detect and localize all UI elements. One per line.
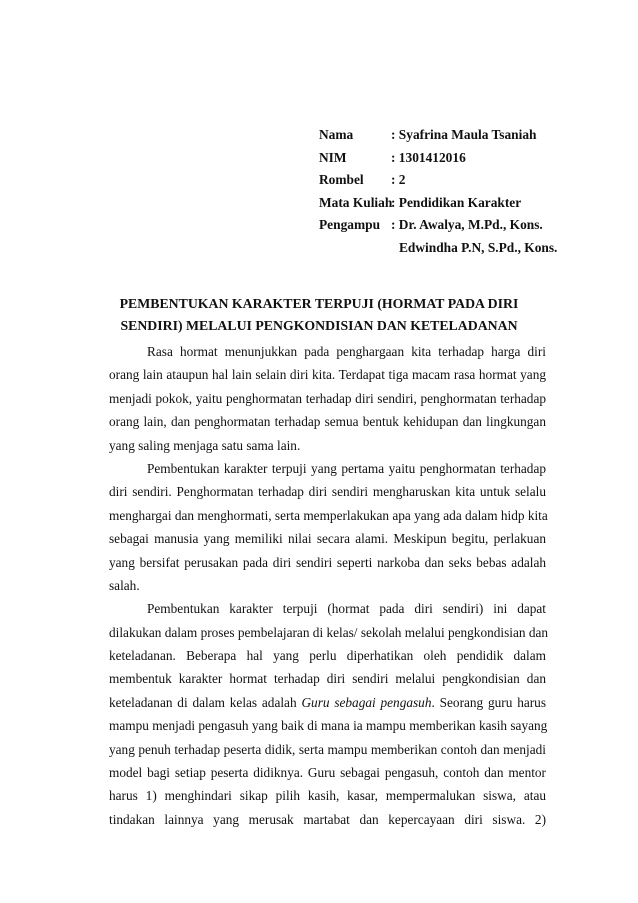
emphasis-text: Guru sebagai pengasuh (301, 694, 432, 710)
identity-label: Pengampu (319, 217, 381, 233)
body-line: menghargai dan menghormati, serta memperlakukan apa yang ada dalam hidp kita (109, 507, 548, 523)
identity-block (319, 124, 619, 259)
identity-value: : Dr. Awalya, M.Pd., Kons. (391, 217, 543, 233)
body-line-with-emphasis (109, 691, 546, 714)
identity-row-pengampu (319, 214, 619, 237)
identity-row-mata-kuliah (319, 192, 619, 215)
body-line: Pembentukan karakter terpuji (hormat pada diri sendiri) ini dapat (147, 601, 546, 617)
identity-value: Edwindha P.N, S.Pd., Kons. (399, 239, 558, 255)
body-text-span: keteladanan di dalam kelas adalah (109, 694, 297, 710)
body-line: yang penuh terhadap peserta didik, serta mampu memberikan contoh dan menjadi (109, 741, 546, 757)
body-line: harus 1) menghindari sikap pilih kasih, kasar, mempermalukan siswa, atau (109, 788, 546, 804)
identity-label: Nama (319, 127, 354, 143)
body-line: orang lain ataupun hal lain selain diri kita. Terdapat tiga macam rasa hormat yang (109, 367, 546, 383)
body-line: model bagi setiap peserta didiknya. Guru sebagai pengasuh, contoh dan mentor (109, 765, 546, 781)
body-line: membentuk karakter hormat terhadap diri sendiri melalui pengkondisian dan (109, 671, 546, 687)
body-text-span: . Seorang guru harus (431, 694, 547, 710)
body-line: keteladanan. Beberapa hal yang perlu diperhatikan oleh pendidik dalam (109, 648, 546, 664)
body-line: salah. (109, 577, 140, 593)
identity-label: NIM (319, 149, 347, 165)
title-line: PEMBENTUKAN KARAKTER TERPUJI (HORMAT PADA DIRI (119, 296, 519, 311)
identity-value: : Syafrina Maula Tsaniah (391, 127, 537, 143)
body-line: tindakan lainnya yang merusak martabat dan kepercayaan diri siswa. 2) (109, 811, 546, 827)
identity-label: Mata Kuliah (319, 194, 393, 210)
body-line: orang lain, dan penghormatan terhadap semua bentuk kehidupan dan lingkungan (109, 414, 546, 430)
identity-row-nim (319, 147, 619, 170)
body-line: sebagai manusia yang memiliki nilai secara alami. Meskipun begitu, perlakuan (109, 531, 546, 547)
identity-value: : Pendidikan Karakter (391, 194, 522, 210)
identity-row-pengampu-continuation (319, 237, 619, 260)
identity-row-nama (319, 124, 619, 147)
identity-value: : 1301412016 (391, 149, 466, 165)
identity-label: Rombel (319, 172, 364, 188)
body-line: Rasa hormat menunjukkan pada penghargaan kita terhadap harga diri (147, 344, 546, 359)
document-title (0, 293, 638, 337)
body-line: yang bersifat perusakan pada diri sendiri seperti narkoba dan seks bebas adalah (109, 554, 546, 570)
body-line: Pembentukan karakter terpuji yang pertama yaitu penghormatan terhadap (147, 460, 546, 476)
identity-value: : 2 (391, 172, 406, 188)
body-line: yang saling menjaga satu sama lain. (109, 437, 301, 453)
title-line: SENDIRI) MELALUI PENGKONDISIAN DAN KETELADANAN (120, 318, 518, 333)
body-line: dilakukan dalam proses pembelajaran di kelas/ sekolah melalui pengkondisian dan (109, 624, 549, 640)
identity-row-rombel (319, 169, 619, 192)
body-line: diri sendiri. Penghormatan terhadap diri sendiri mengharuskan kita untuk selalu (109, 484, 546, 500)
body-line: mampu menjadi pengasuh yang baik di mana ia mampu memberikan kasih sayang (109, 718, 548, 734)
body-text (109, 340, 549, 831)
body-line: menjadi pokok, yaitu penghormatan terhadap diri sendiri, penghormatan terhadap (109, 390, 546, 406)
